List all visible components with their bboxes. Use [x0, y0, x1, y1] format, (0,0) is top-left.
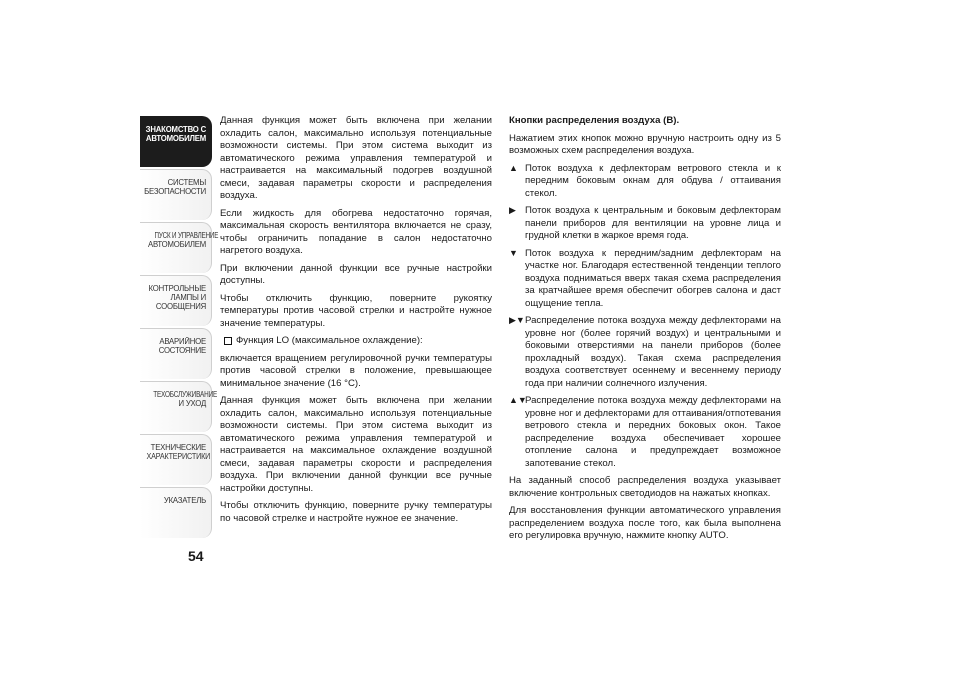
- list-item-text: Поток воздуха к дефлекторам ветрового стекла и к передним боковым окнам для обдува / оттаивания стекол.: [525, 162, 781, 199]
- list-item: [509, 248, 781, 311]
- arrow-right-icon: ▶: [509, 205, 516, 215]
- tab-label: ЛАМПЫ И: [170, 293, 206, 302]
- paragraph: При включении данной функции все ручные настройки доступны.: [220, 262, 492, 286]
- tab-label: СОСТОЯНИЕ: [158, 346, 206, 355]
- paragraph: На заданный способ распределения воздуха указывает включение контрольных светодиодов на нажатых кнопках.: [509, 475, 781, 499]
- tab-label: ТЕХНИЧЕСКИЕ: [150, 443, 206, 452]
- list-item: [509, 395, 781, 470]
- tab-warning-lights[interactable]: [140, 275, 212, 326]
- list-item-text: Поток воздуха к передним/задним дефлекторам на участке ног. Благодаря естественной тенденции теплого воздуха подниматься вверх такая схема распределения за кратчайшее время обеспечит обогрев салона и даст ощущение тепла.: [525, 247, 781, 309]
- tab-label: СИСТЕМЫ: [167, 178, 206, 187]
- tab-label: СООБЩЕНИЯ: [155, 302, 206, 311]
- tab-label: И УХОД: [178, 399, 206, 408]
- paragraph: Нажатием этих кнопок можно вручную настроить одну из 5 возможных схем распределения воздуха.: [509, 132, 781, 156]
- list-item-text: Распределение потока воздуха между дефлекторами на уровне ног и дефлекторами для оттаивания/отпотевания ветрового стекла и передних боковых окон. Такое распределение воздуха обеспечивает хорошее отопление салона и предупреждает возможное запотевание стекол.: [525, 395, 781, 469]
- tab-label: УКАЗАТЕЛЬ: [163, 496, 206, 505]
- tab-vehicle-intro[interactable]: [140, 116, 212, 167]
- list-item: [509, 315, 781, 390]
- chapter-tabs: [140, 116, 219, 540]
- tab-safety-systems[interactable]: [140, 169, 212, 220]
- section-heading: Кнопки распределения воздуха (B).: [509, 115, 680, 126]
- page-number: 54: [188, 548, 204, 564]
- tab-label: АВАРИЙНОЕ: [159, 337, 206, 346]
- arrow-up-icon: ▲: [509, 162, 518, 173]
- tab-label: ПУСК И УПРАВЛЕНИЕ: [154, 231, 219, 240]
- tab-label: АВТОМОБИЛЕМ: [145, 134, 206, 143]
- paragraph: Чтобы отключить функцию, поверните ручку температуры по часовой стрелке и настройте нужное ее значение.: [220, 500, 492, 524]
- tab-specifications[interactable]: [140, 434, 212, 485]
- paragraph: включается вращением регулировочной ручки температуры против часовой стрелки в положение, превышающее минимальное значение (16 °C).: [220, 352, 492, 389]
- tab-label: КОНТРОЛЬНЫЕ: [148, 284, 206, 293]
- tab-emergency[interactable]: [140, 328, 212, 379]
- list-item: [509, 205, 781, 243]
- paragraph: Если жидкость для обогрева недостаточно горячая, максимальная скорость вентилятора включается не сразу, чтобы ограничить попадание в салон недостаточно нагретого воздуха.: [220, 207, 492, 256]
- paragraph: Для восстановления функции автоматического управления распределением воздуха после того, как была выполнена его регулировка вручную, нажмите кнопку AUTO.: [509, 505, 781, 541]
- checkbox-icon: [224, 337, 232, 345]
- list-item-text: Поток воздуха к центральным и боковым дефлекторам панели приборов для вентиляции на уровне лица и грудной клетки в жаркое время года.: [525, 205, 781, 241]
- list-item: [509, 163, 781, 201]
- paragraph: Чтобы отключить функцию, поверните рукоятку температуры против часовой стрелки и настройте нужное значение температуры.: [220, 292, 492, 329]
- checkbox-item: [220, 335, 492, 348]
- tab-index[interactable]: [140, 487, 212, 538]
- tab-label: ХАРАКТЕРИСТИКИ: [146, 452, 211, 461]
- right-column: [509, 115, 781, 548]
- left-column: [220, 115, 492, 530]
- tab-label: ЗНАКОМСТВО С: [145, 125, 206, 134]
- paragraph: Данная функция может быть включена при желании охладить салон, максимально используя потенциальные возможности системы. При этом система выходит из автоматического режима управления температурой и настраивается на максимальное охлаждение воздушной смеси, задавая параметры скорости и распределения воздуха. При включении данной функции все ручные настройки доступны.: [220, 395, 492, 494]
- paragraph: Данная функция может быть включена при желании охладить салон, максимально используя потенциальные возможности системы. При этом система выходит из автоматического режима управления температурой и настраивается на максимальный подогрев воздушной смеси, задавая параметры скорости и распределения воздуха.: [220, 115, 492, 201]
- tab-label: БЕЗОПАСНОСТИ: [144, 187, 206, 196]
- tab-label: АВТОМОБИЛЕМ: [147, 240, 206, 249]
- arrow-up-down-icon: ▲▼: [509, 395, 527, 405]
- arrow-down-icon: ▼: [509, 247, 518, 258]
- tab-maintenance[interactable]: [140, 381, 218, 432]
- arrow-right-down-icon: ▶▼: [509, 315, 525, 325]
- checkbox-label: Функция LO (максимальное охлаждение):: [236, 335, 423, 346]
- list-item-text: Распределение потока воздуха между дефлекторами на уровне ног (более горячий воздух) и центральными и боковыми отверстиями на панели приборов (более прохладный воздух). Такая схема распределения воздуха соответствует осеннему и весеннему периоду года при наличии солнечного излучения.: [525, 315, 781, 389]
- tab-label: ТЕХОБСЛУЖИВАНИЕ: [153, 390, 218, 399]
- tab-starting-driving[interactable]: [140, 222, 219, 273]
